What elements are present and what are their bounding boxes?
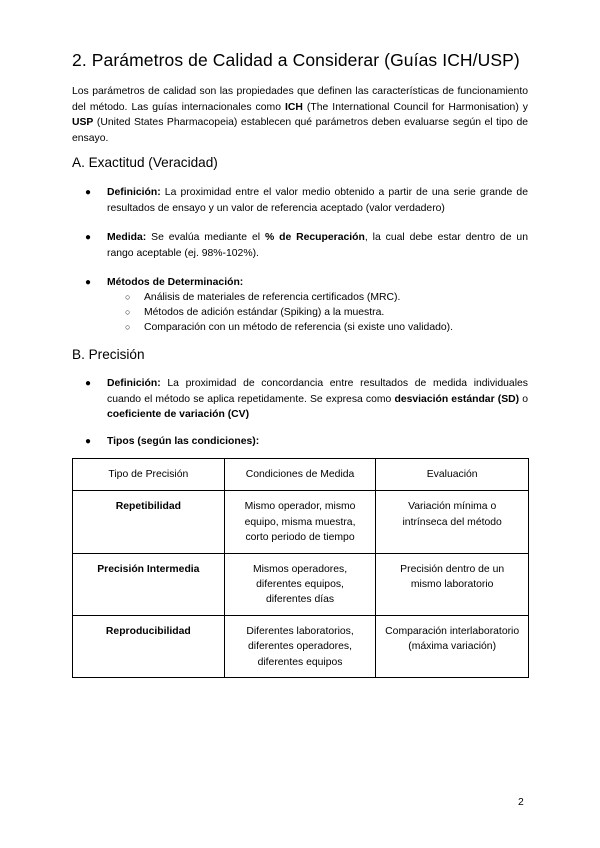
table-header-row bbox=[73, 459, 529, 491]
metodo-item: Análisis de materiales de referencia certificados (MRC). bbox=[144, 292, 401, 303]
exactitud-metodos-label: Métodos de Determinación: bbox=[107, 277, 244, 288]
table-cell: Precisión Intermedia bbox=[73, 553, 225, 615]
precision-definicion: Definición: La proximidad de concordancia entre resultados de medida individuales cuando el método se aplica repetidamente. Se expresa como desviación estándar (SD) o coeficiente de variación (CV) bbox=[107, 378, 528, 421]
exactitud-definicion: Definición: La proximidad entre el valor medio obtenido a partir de una serie grande de resultados de ensayo y un valor de referencia aceptado (valor verdadero) bbox=[107, 187, 528, 214]
table-cell: Comparación interlaboratorio (máxima variación) bbox=[376, 615, 529, 677]
table-cell: Mismos operadores, diferentes equipos, diferentes días bbox=[224, 553, 376, 615]
circle-bullet-icon: ○ bbox=[125, 307, 131, 317]
table-row bbox=[73, 615, 529, 677]
table-header-cell: Evaluación bbox=[376, 459, 529, 491]
table-cell: Mismo operador, mismo equipo, misma muestra, corto periodo de tiempo bbox=[224, 491, 376, 553]
table-cell: Repetibilidad bbox=[73, 491, 225, 553]
metodo-item: Métodos de adición estándar (Spiking) a la muestra. bbox=[144, 307, 385, 318]
table-header-cell: Tipo de Precisión bbox=[73, 459, 225, 491]
page-number: 2 bbox=[518, 797, 524, 808]
bullet-icon: ● bbox=[85, 187, 92, 198]
table-cell: Reproducibilidad bbox=[73, 615, 225, 677]
page-title: 2. Parámetros de Calidad a Considerar (Guías ICH/USP) bbox=[72, 50, 520, 70]
bullet-icon: ● bbox=[85, 277, 92, 288]
precision-types-table bbox=[72, 458, 529, 678]
precision-tipos-label: Tipos (según las condiciones): bbox=[107, 436, 260, 447]
circle-bullet-icon: ○ bbox=[125, 292, 131, 302]
intro-paragraph: Los parámetros de calidad son las propiedades que definen las características de funcionamiento del método. Las guías internacionales como ICH (The International Council for Harmonisation) y USP (United States Pharmacopeia) establecen qué parámetros deben evaluarse según el tipo de ensayo. bbox=[72, 86, 528, 144]
table-cell: Precisión dentro de un mismo laboratorio bbox=[376, 553, 529, 615]
table-header-cell: Condiciones de Medida bbox=[224, 459, 376, 491]
bullet-icon: ● bbox=[85, 232, 92, 243]
table-cell: Variación mínima o intrínseca del método bbox=[376, 491, 529, 553]
metodo-item: Comparación con un método de referencia (si existe uno validado). bbox=[144, 322, 454, 333]
table-cell: Diferentes laboratorios, diferentes operadores, diferentes equipos bbox=[224, 615, 376, 677]
table-row bbox=[73, 553, 529, 615]
bullet-icon: ● bbox=[85, 378, 92, 389]
bullet-icon: ● bbox=[85, 436, 92, 447]
exactitud-medida: Medida: Se evalúa mediante el % de Recuperación, la cual debe estar dentro de un rango aceptable (ej. 98%-102%). bbox=[107, 232, 528, 259]
circle-bullet-icon: ○ bbox=[125, 322, 131, 332]
section-b-heading: B. Precisión bbox=[72, 347, 145, 362]
section-a-heading: A. Exactitud (Veracidad) bbox=[72, 155, 218, 170]
table-row bbox=[73, 491, 529, 553]
